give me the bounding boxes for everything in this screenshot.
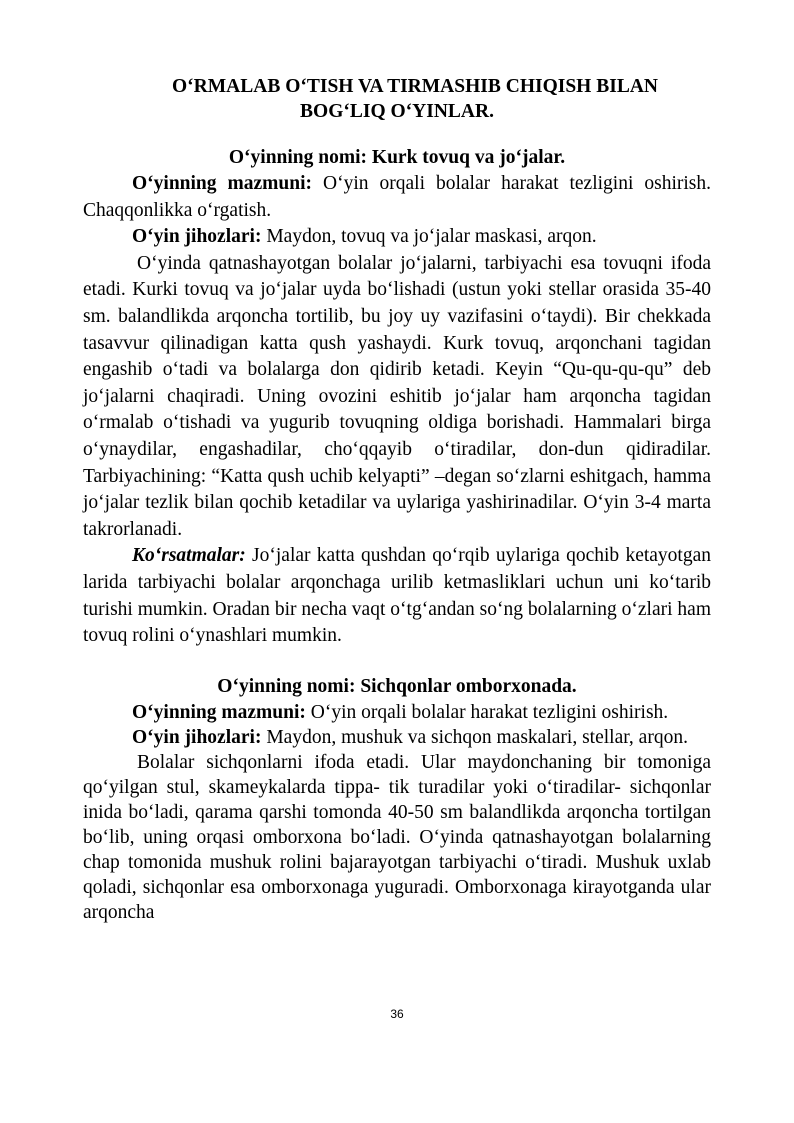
game-1-notes-text: Jo‘jalar katta qushdan qo‘rqib uylariga qochib ketayotgan larida tarbiyachi bolalar arqonchaga urilib ketmasliklari uchun uni ko‘tarib turishi mumkin. Oradan bir necha vaqt o‘tg‘andan so‘ng bolalarning o‘zlari ham tovuq rolini o‘ynashlari mumkin. — [83, 545, 711, 647]
game-1-equipment-label: O‘yin jihozlari: — [132, 226, 262, 248]
game-1-equipment-text: Maydon, tovuq va jo‘jalar maskasi, arqon. — [261, 226, 597, 248]
game-1-equipment-paragraph — [83, 224, 711, 251]
game-1-content-label: O‘yinning mazmuni: — [132, 173, 313, 194]
chapter-heading-line-1: O‘RMALAB O‘TISH VA TIRMASHIB CHIQISH BILAN — [172, 76, 658, 97]
game-2-title: O‘yinning nomi: Sichqonlar omborxonada. — [217, 675, 577, 697]
game-2-content-label: O‘yinning mazmuni: — [132, 701, 306, 723]
chapter-heading-line-2: BOG‘LIQ O‘YINLAR. — [300, 101, 494, 122]
game-1-section — [83, 145, 711, 650]
page-number: 36 — [390, 1007, 404, 1021]
game-2-equipment-label: O‘yin jihozlari: — [132, 726, 262, 748]
game-2-equipment-paragraph — [83, 725, 711, 750]
chapter-heading — [83, 74, 711, 124]
game-1-content-paragraph — [83, 171, 711, 224]
game-2-content-text: O‘yin orqali bolalar harakat tezligini oshirish. — [305, 701, 669, 723]
game-1-notes-label: Ko‘rsatmalar: — [132, 545, 246, 567]
game-1-content-text: O‘yin orqali bolalar harakat tezligini oshirish. Chaqqonlikka o‘rgatish. — [83, 173, 712, 221]
document-page — [83, 74, 711, 926]
game-2-content-paragraph — [83, 700, 711, 725]
game-2-description: Bolalar sichqonlarni ifoda etadi. Ular maydonchaning bir tomoniga qo‘yilgan stul, skameykalarda tippa- tik turadilar yoki o‘tiradilar- sichqonlar inida bo‘ladi, qarama qarshi tomonda 40-50 sm balandlikda arqoncha tortilgan bo‘lib, uning orqasi omborxona bo‘ladi. O‘yinda qatnashayotgan bolalarning chap tomonida mushuk rolini bajarayotgan tarbiyachi o‘tiradi. Mushuk uxlab qoladi, sichqonlar esa omborxonaga yuguradi. Omborxonaga kirayotganda ular arqoncha — [83, 751, 711, 924]
game-2-equipment-text: Maydon, mushuk va sichqon maskalari, stellar, arqon. — [261, 726, 688, 748]
game-1-title: O‘yinning nomi: Kurk tovuq va jo‘jalar. — [228, 147, 566, 168]
game-1-notes-paragraph — [83, 543, 711, 649]
game-2-section — [83, 674, 711, 926]
game-1-description: O‘yinda qatnashayotgan bolalar jo‘jalarni, tarbiyachi esa tovuqni ifoda etadi. Kurki tovuq va jo‘jalar uyda bo‘lishadi (ustun yoki stellar orasida 35-40 sm. balandlikda arqoncha tortilib, bu joy uy vazifasini o‘taydi). Bir chekkada tasavvur qilinadigan katta qush yashaydi. Kurk tovuq, arqonchani tagidan engashib o‘tadi va bolalarga don qidirib ketadi. Keyin “Qu-qu-qu-qu” deb jo‘jalarni chaqiradi. Uning ovozini eshitib jo‘jalar ham arqoncha tagidan o‘rmalab o‘tishadi va yugurib tovuqning oldiga borishadi. Hammalari birga o‘ynaydilar, engashadilar, cho‘qqayib o‘tiradilar, don-dun qidiradilar. Tarbiyachining: “Katta qush uchib kelyapti” –degan so‘zlarni eshitgach, hamma jo‘jalar tezlik bilan qochib ketadilar va uylariga yashirinadilar. O‘yin 3-4 marta takrorlanadi. — [83, 252, 711, 540]
